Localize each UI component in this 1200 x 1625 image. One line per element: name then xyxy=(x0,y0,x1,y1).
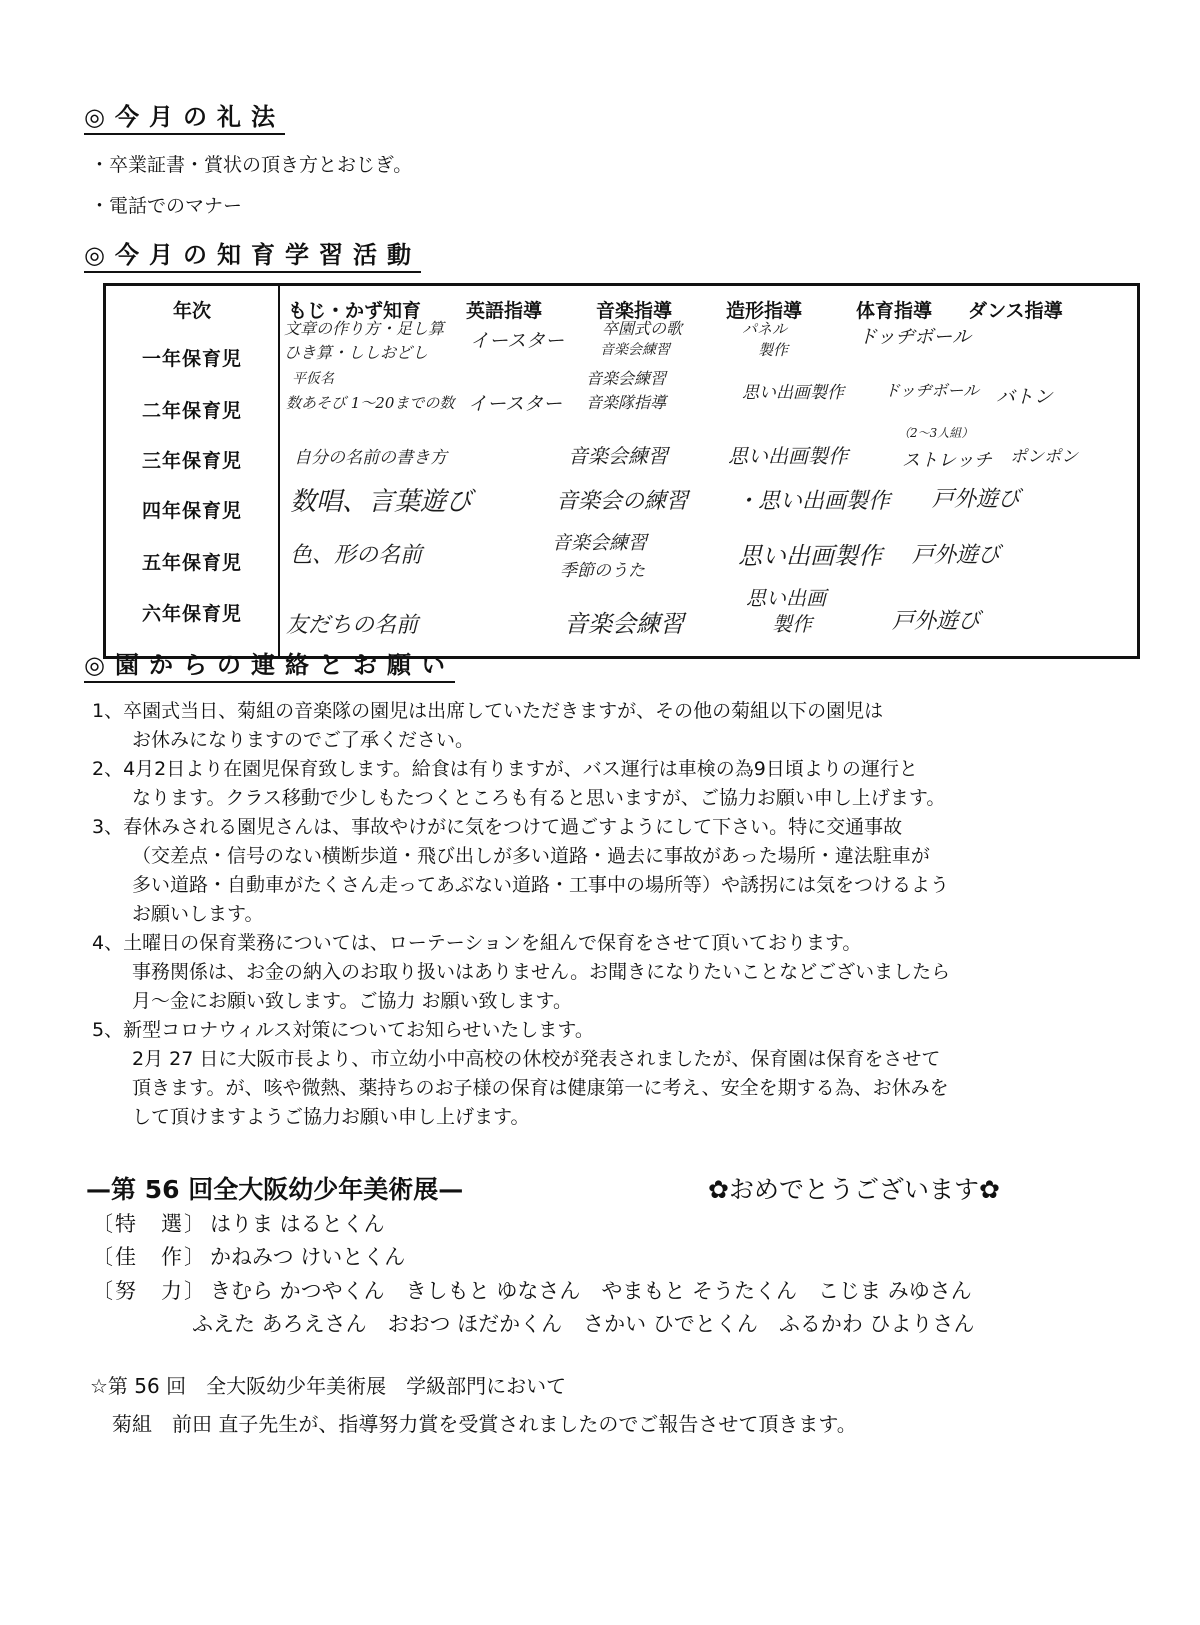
subject-header-dance: ダンス指導 xyxy=(968,300,1063,322)
handwritten-entry: 平仮名 xyxy=(292,371,334,387)
notice-item xyxy=(92,755,945,813)
handwritten-entry: 卒園式の歌 xyxy=(602,319,683,338)
etiquette-item: ・電話でのマナー xyxy=(90,195,243,217)
handwritten-entry: 文章の作り方・足し算 xyxy=(284,319,445,338)
handwritten-entry: 思い出画 xyxy=(746,586,826,610)
subject-header-moji: もじ・かず知育 xyxy=(288,300,422,322)
handwritten-entry: 製作 xyxy=(772,612,812,636)
grade-label: 二年保育児 xyxy=(141,400,242,422)
award-names: きむら かつやくん きしもと ゆなさん やまもと そうたくん こじま みゆさん xyxy=(210,1279,972,1303)
grade-label: 五年保育児 xyxy=(141,552,242,574)
handwritten-entry: 思い出画製作 xyxy=(738,542,882,570)
subject-header-music: 音楽指導 xyxy=(596,300,673,322)
handwritten-entry: 音楽会練習 xyxy=(564,610,684,638)
grade-label: 四年保育児 xyxy=(141,500,242,522)
notice-item xyxy=(92,1016,949,1132)
report-line: 菊組 前田 直子先生が、指導努力賞を受賞されましたのでご報告させて頂きます。 xyxy=(112,1412,857,1436)
handwritten-entry: イースター xyxy=(468,393,563,415)
subject-header-pe: 体育指導 xyxy=(856,300,933,322)
handwritten-entry: ひき算・ししおどし xyxy=(284,343,429,362)
notice-item xyxy=(92,813,949,929)
handwritten-entry: ドッヂボール xyxy=(884,381,980,400)
handwritten-entry: 音楽会練習 xyxy=(552,532,648,554)
handwritten-entry: 色、形の名前 xyxy=(290,543,423,568)
award-category: 〔特 選〕 xyxy=(92,1212,207,1236)
award-names: はりま はるとくん xyxy=(210,1212,385,1236)
handwritten-entry: ポンポン xyxy=(1010,447,1078,467)
handwritten-entry: 製作 xyxy=(758,341,789,359)
notice-line: して頂けますようご協力お願い申し上げます。 xyxy=(132,1106,530,1128)
report-line: ☆第 56 回 全大阪幼少年美術展 学級部門において xyxy=(90,1374,567,1398)
notice-line: お願いします。 xyxy=(132,903,264,925)
handwritten-entry: 戸外遊び xyxy=(892,609,981,634)
activities-heading: ◎今月の知育学習活動 xyxy=(84,235,421,273)
notice-line: 事務関係は、お金の納入のお取り扱いはありません。お聞きになりたいことなどございましたら xyxy=(132,961,951,983)
notice-item xyxy=(92,929,950,1016)
etiquette-item: ・卒業証書・賞状の頂き方とおじぎ。 xyxy=(90,154,413,176)
handwritten-entry: （2〜3人組） xyxy=(898,426,974,440)
award-category: 〔佳 作〕 xyxy=(92,1245,207,1269)
handwritten-entry: 友だちの名前 xyxy=(286,613,419,638)
notice-line: 頂きます。が、咳や微熱、薬持ちのお子様の保育は健康第一に考え、安全を期する為、お休みを xyxy=(132,1077,949,1099)
subject-header-english: 英語指導 xyxy=(466,300,543,322)
notice-line: 2月 27 日に大阪市長より、市立幼小中高校の休校が発表されましたが、保育園は保育をさせて xyxy=(132,1048,941,1070)
handwritten-entry: イースター xyxy=(470,330,565,352)
activities-table xyxy=(103,283,1140,659)
art-exhibition-title: —第 56 回全大阪幼少年美術展— xyxy=(86,1175,464,1204)
handwritten-entry: ・思い出画製作 xyxy=(736,489,891,514)
notice-line: （交差点・信号のない横断歩道・飛び出しが多い道路・過去に事故があった場所・違法駐車が xyxy=(132,845,930,867)
congratulations-text: ✿おめでとうございます✿ xyxy=(708,1175,1000,1204)
handwritten-entry: ストレッチ xyxy=(902,450,992,471)
handwritten-entry: ドッヂボール xyxy=(858,326,971,348)
handwritten-entry: 思い出画製作 xyxy=(728,444,848,468)
table-divider xyxy=(278,286,280,656)
subject-header-art: 造形指導 xyxy=(726,300,803,322)
handwritten-entry: 戸外遊び xyxy=(932,487,1021,512)
handwritten-entry: バトン xyxy=(996,386,1053,408)
notices-heading: ◎園からの連絡とお願い xyxy=(84,645,455,683)
handwritten-entry: 音楽会練習 xyxy=(568,444,668,468)
handwritten-entry: 音楽会練習 xyxy=(586,369,667,388)
notice-item xyxy=(92,697,883,755)
notice-line: 1、卒園式当日、菊組の音楽隊の園児は出席していただきますが、その他の菊組以下の園児は xyxy=(92,700,884,722)
notice-line: 多い道路・自動車がたくさん走ってあぶない道路・工事中の場所等）や誘拐には気をつけるよう xyxy=(132,874,950,896)
notice-line: 4、土曜日の保育業務については、ローテーションを組んで保育をさせて頂いております。 xyxy=(92,932,862,954)
handwritten-entry: 音楽会の練習 xyxy=(556,489,689,514)
award-row xyxy=(92,1208,385,1238)
handwritten-entry: 自分の名前の書き方 xyxy=(294,448,447,468)
handwritten-entry: 数あそび 1〜20までの数 xyxy=(286,394,455,412)
handwritten-entry: 音楽会練習 xyxy=(600,342,670,358)
grade-column-header: 年次 xyxy=(172,300,211,322)
award-row xyxy=(92,1275,972,1305)
award-names: かねみつ けいとくん xyxy=(210,1245,406,1269)
notice-line: なります。クラス移動で少しもたつくところも有ると思いますが、ご協力お願い申し上げます。 xyxy=(132,787,946,809)
notice-line: 2、4月2日より在園児保育致します。給食は有りますが、バス運行は車検の為9日頃よりの運行と xyxy=(92,758,918,780)
grade-label: 三年保育児 xyxy=(141,450,242,472)
handwritten-entry: パネル xyxy=(742,320,788,338)
notice-line: 3、春休みされる園児さんは、事故やけがに気をつけて過ごすようにして下さい。特に交通事故 xyxy=(92,816,903,838)
handwritten-entry: 季節のうた xyxy=(560,561,645,581)
notice-line: 月〜金にお願い致します。ご協力 お願い致します。 xyxy=(132,990,573,1012)
notice-line: お休みになりますのでご了承ください。 xyxy=(132,729,475,751)
handwritten-entry: 思い出画製作 xyxy=(742,383,844,403)
handwritten-entry: 戸外遊び xyxy=(912,543,1001,568)
award-names-continued: ふえた あろえさん おおつ ほだかくん さかい ひでとくん ふるかわ ひよりさん xyxy=(192,1312,975,1336)
award-row xyxy=(92,1241,405,1271)
notice-line: 5、新型コロナウィルス対策についてお知らせいたします。 xyxy=(92,1019,594,1041)
etiquette-heading: ◎今月の礼法 xyxy=(84,97,285,135)
handwritten-entry: 数唱、言葉遊び xyxy=(290,487,473,517)
grade-label: 六年保育児 xyxy=(141,603,242,625)
handwritten-entry: 音楽隊指導 xyxy=(586,393,667,412)
grade-label: 一年保育児 xyxy=(141,348,242,370)
award-category: 〔努 力〕 xyxy=(92,1279,207,1303)
